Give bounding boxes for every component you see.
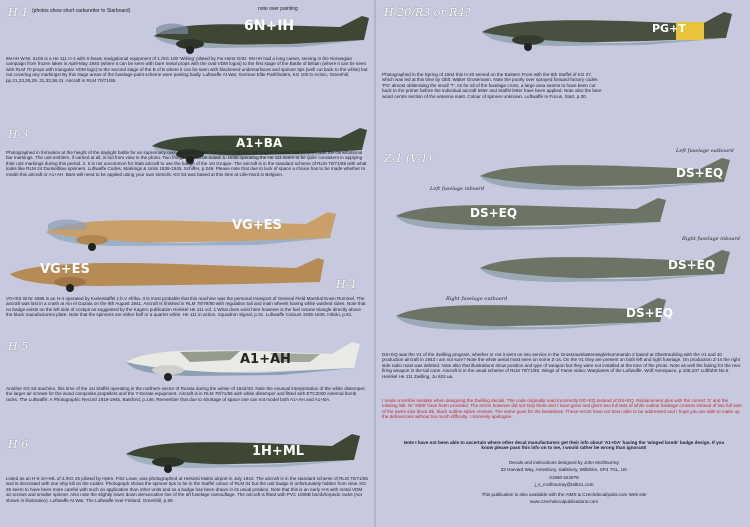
h1-note-over-painting: note over painting: [258, 6, 298, 12]
z1-label-left-outboard: Left fuselage outboard: [676, 148, 734, 154]
h20-description: Photographed in the Spring of 1944 this H-20 served on the Eastern Front with the 8th Staffel of KG 27, which was led at this time by Oblt. Walter Grosemann. Note the poorly over sprayed forward factory codes 'PG' almost obliterating the small 'T'. As for all of the fuselage cross, a large area seems to have been cut back to the primer before the individual aircraft letter and Staffel letter have been applied. Note also the bare wood centre section of the antenna mast. Colour of spinner unknown. Luftwaffe In Focus, Start, p.30.: [382, 72, 602, 99]
right-page: [376, 0, 750, 527]
h3-title: H-3: [8, 128, 29, 141]
z1-label-left-inboard: Left fuselage inboard: [430, 186, 485, 192]
h5-fuselage-code: A1+AH: [240, 352, 291, 367]
z1-code-3: DS+EQ: [668, 258, 716, 272]
z1-label-right-outboard: Right fuselage outboard: [446, 296, 508, 302]
h4-upper-code: VG+ES: [232, 218, 282, 233]
h3-description: Photographed in formation at the height of the daylight battle for air supremacy over the British Isles, the H-3 of Stab./KG 53 'Legion Condor' can be seen with the constitutional bar markings. The unit emblem, if carried at all, is hid from view in the photo. Two things need to be noted: 1. Units operating the He 111 seem to be quite consistent in applying their unit markings during this period. 2. It is not uncommon for Stab aircraft to use the badge of the 1st Gruppe. The aircraft is in the standard scheme of RLM 70/71/65 with what looks like RLM 24 Dunkelblau spinners. Luftwaffe Codes, Markings & Units 1939-1945, Schiffer, p.249. Please note that due to lack of space a choice has to be made whether to model this aircraft or A1+AH. Bars will need to be applied using your own stencils. KG 53 was based at this time at Lille-Nord in Belgium.: [6, 150, 367, 177]
h6-description: Listed as an H-6 1H+ML of 3./KG 26 piloted by Hptm. Fritz Lowe, was photographed at Helsinki Malmi airport in July 1942. The aircraft is in the standard scheme of RLM 70/71/65 and is decorated with one ship kill on the rudder. Photograph shows the spinner tips to be in the Staffel colour of RLM 04 but the unit badge is unfortunately hidden from view. KG 26 seem to have been more careful with such an application than other units and so a badge has been drawn in its usual position. Note that this is an early H-6 with metal VDM air screws and smaller spinner. Also note the slightly lower down demarcation line of the aft fuselage camouflage. The aircraft is fitted with PVC 1006B bomb/torpedo racks (not shown in illustration). Luftwaffe At War, The Luftwaffe over Finland, Greenhill, p.59.: [6, 476, 368, 503]
z1-code-4: DS+EQ: [626, 306, 674, 320]
z1-correction-note: I made a terrible mistake when designing the Zwilling decals. The code originally read incorrectly DG+EQ instead of DS+EQ. Replacement plus with the correct 'S' and the missing Wk. Nr '2686' have been provided. The errors however did not stop there and I have gone and given two full sets of white outline fuselage crosses instead of two full sets of the same size black Bk, black outline styles crosses. The same goes for the beamlines. These errors have not been able to be addressed and I hope you are able to make up the deficiencies without too much difficulty. I sincerely apologise.: [382, 398, 742, 420]
h1-fuselage-code: 6N+IH: [244, 18, 295, 34]
footer-phone: 01980 622978: [549, 475, 579, 480]
footer-web[interactable]: www.czechdecalpublications.com: [529, 499, 599, 504]
z1-description: DS+EQ was the V1 of the Zwilling program, whether or not it went on into service in the Grossraumlastenseglerkommando 2 based at Obertraubling with the V1 and 10 production aircraft in 1943 I am not sure? Note the white aerial mast seen on some Z-1s. On the V1 they are present on both left and right fuselage. On production Z-1s the right side radio mast was deleted. Note also that illustrations show position and type of weapon but they were not installed at the time of the photo. Note as well the fairing for the rear firing weapon in the tail cone. Aircraft is in the usual scheme of RLM 70/71/65. Wings of Fame video; Warplanes of the Luftwaffe, Wolf Aerospace, p.106,107 Luftfahrt No.5 Heinkel He 111 Zwilling, Ju 632.ua.: [382, 352, 741, 379]
z1-code-2: DS+EQ: [470, 206, 518, 220]
h20-aircraft-profile: [476, 10, 746, 52]
h20-title: H-20/R3 or R4?: [384, 6, 471, 19]
z1-code-1: DS+EQ: [676, 166, 724, 180]
z1-profile-left-inboard: [390, 196, 690, 236]
h1-description: 6N+IH W.Nr. 5105 is a He 111 H-1 with X-beam navigational equipment of 1./KG 100 'Wiking' piloted by Fw Horst Götz. 6N+IH had a long career, serving in the Norwegian campaign from frozen lakes in April-May 1940 (where it can be seen with bare metal props with the oval VDM logos) to the first stage of the Battle of Britain (where it can be seen with RLM 70 props with triangular VDM logo) to the second stage of the B of B where it can be seen with blackened undersurfaces and spinner tips (well cut back to the white) but not covering any markings! By this stage areas of the fuselage paint scheme were peeling badly. Luftwaffe At War, German Elite Pathfinders, KG 100 in Action, Greenhill, pp.21,23,28,29, 31,33,38,41. Aircraft in RLM 70/71/65.: [6, 56, 368, 83]
footer-note: Note I have not been able to ascertain where other decal manufacturers get their info about 'A1+DA' having the 'winged bomb' badge design. If you know please pass this info on to me, I would rather be wrong than ignorant!: [403, 440, 725, 451]
z1-label-right-inboard: Right fuselage inboard: [682, 236, 740, 242]
h5-title: H-5: [8, 340, 29, 353]
footer-printed: This publication is also available with the AIMS & Czechdecal/pubs.com Web site: [481, 492, 647, 497]
footer-credits: Decals and instructions designed by John McIllmurray: [509, 460, 619, 465]
h6-aircraft-profile: [120, 432, 370, 474]
z1-title: Z-1 (V-1): [384, 152, 433, 165]
h3-fuselage-code: A1+BA: [236, 136, 283, 150]
footer-address: 32 Harvard Way, Amesbury, Salisbury, Wiltshire, SP4 7GL, UK: [500, 467, 628, 472]
h4-lower-code: VG+ES: [40, 262, 90, 277]
h1-title: H-1: [8, 6, 29, 19]
h5-description: Another KG 53 machine, this time of the 1st Staffel operating in the northern sector of Russia during the winter of 1942/43. Note the unusual interpretation of the white distemper; the larger air screws for the wood composite propellers and the Y-Gerate equipment. Aircraft is in RLM 70/71/65 with white distemper and fitted with ETC2000 external bomb racks. The Luftwaffe: A Photographic Record 1919-1945, Batsford, p.146. Remember that due to shortage of space one can not model both A1+AH and A1+BA.: [6, 386, 366, 402]
h4-description: VG+ES W.Nr 4085 is an H-4 operated by Kurierstaffel z.b.V Afrika. It is most probable that this machine was the personal transport of General Field Marshal Erwin Rommel. The aircraft was lost in a crash at Ain el Gazala on the 9th August 1941. Aircraft is finished in RLM 78/79/80 with regulation tail and main wheels having white washed sides. Note that no badge exists on the left side of cockpit as suggested by the Kagero publication Heinkel He 111 vol. 1 What does exist here however is the fuel octane triangle directly above the black manufacturers plate. Note that the spinners are either half or a quarter white. He 111 in action, Squadron Signal, p.31. Luftwaffe Colours 1935-1945, Hikoki, p.81.: [6, 296, 366, 318]
h4-upper-profile: [6, 210, 368, 252]
h6-title: H-6: [8, 438, 29, 451]
footer-email[interactable]: j_s_mcillmurray@talk21.com: [534, 482, 594, 487]
h1-title-note: (photos show short carburettor to Starboard): [32, 8, 131, 14]
left-page: [0, 0, 374, 527]
h20-fuselage-code: PG+T: [652, 22, 686, 35]
h4-title: H-4: [336, 278, 357, 291]
h6-fuselage-code: 1H+ML: [252, 444, 305, 459]
